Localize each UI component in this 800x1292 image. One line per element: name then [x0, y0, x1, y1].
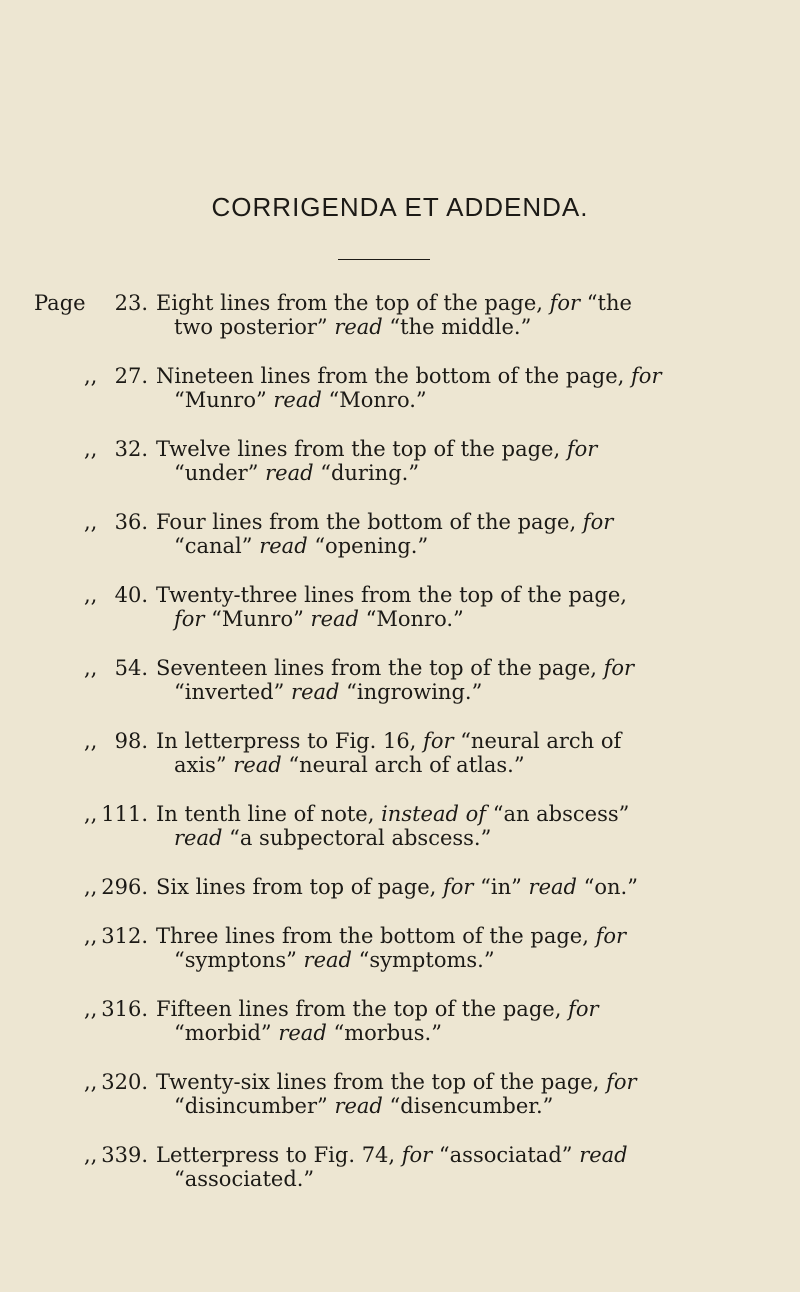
page-number: 32.: [114, 437, 148, 461]
ditto-mark: ,,: [84, 729, 98, 753]
title-rule: [338, 259, 430, 260]
entry-text: Eight lines from the top of the page, for “the two posterior” read “the middle.”: [156, 291, 632, 339]
entry-text: Letterpress to Fig. 74, for “associatad” read “associated.”: [156, 1143, 628, 1191]
page-number: 339.: [101, 1143, 148, 1167]
entry-text: Twelve lines from the top of the page, for “under” read “during.”: [156, 437, 598, 485]
entry-text: Six lines from top of page, for “in” read “on.”: [156, 875, 638, 899]
page-number: 312.: [101, 924, 148, 948]
page-number: 316.: [101, 997, 148, 1021]
list-item: [0, 291, 800, 364]
entry-text: Seventeen lines from the top of the page, for “inverted” read “ingrowing.”: [156, 656, 635, 704]
list-item: [0, 1143, 800, 1216]
entry-text: In letterpress to Fig. 16, for “neural arch of axis” read “neural arch of atlas.”: [156, 729, 622, 777]
ditto-mark: ,,: [84, 656, 98, 680]
list-item: [0, 510, 800, 583]
page-number: 27.: [114, 364, 148, 388]
ditto-mark: ,,: [84, 875, 98, 899]
list-item: [0, 1070, 800, 1143]
ditto-mark: ,,: [84, 583, 98, 607]
list-item: [0, 875, 800, 924]
list-item: [0, 924, 800, 997]
page-number: 98.: [114, 729, 148, 753]
list-item: [0, 364, 800, 437]
entry-text: Nineteen lines from the bottom of the page, for “Munro” read “Monro.”: [156, 364, 662, 412]
ditto-mark: ,,: [84, 364, 98, 388]
entry-text: Fifteen lines from the top of the page, for “morbid” read “morbus.”: [156, 997, 599, 1045]
page-number: 111.: [101, 802, 148, 826]
page-number: 40.: [114, 583, 148, 607]
list-item: [0, 802, 800, 875]
list-item: [0, 997, 800, 1070]
list-item: [0, 729, 800, 802]
page-number: 296.: [101, 875, 148, 899]
page-label: Page: [34, 291, 86, 315]
page-number: 320.: [101, 1070, 148, 1094]
ditto-mark: ,,: [84, 802, 98, 826]
entry-text: Twenty-six lines from the top of the page, for “disincumber” read “disencumber.”: [156, 1070, 637, 1118]
ditto-mark: ,,: [84, 437, 98, 461]
ditto-mark: ,,: [84, 1143, 98, 1167]
page-title: CORRIGENDA ET ADDENDA.: [211, 192, 589, 222]
list-item: [0, 583, 800, 656]
entry-text: Three lines from the bottom of the page, for “symptons” read “symptoms.”: [156, 924, 627, 972]
entry-text: Four lines from the bottom of the page, for “canal” read “opening.”: [156, 510, 614, 558]
page-number: 23.: [114, 291, 148, 315]
ditto-mark: ,,: [84, 924, 98, 948]
ditto-mark: ,,: [84, 997, 98, 1021]
list-item: [0, 437, 800, 510]
corrigenda-list: [0, 291, 800, 1216]
page-number: 36.: [114, 510, 148, 534]
ditto-mark: ,,: [84, 510, 98, 534]
list-item: [0, 656, 800, 729]
ditto-mark: ,,: [84, 1070, 98, 1094]
page-number: 54.: [114, 656, 148, 680]
entry-text: In tenth line of note, instead of “an abscess” read “a subpectoral abscess.”: [156, 802, 630, 850]
entry-text: Twenty-three lines from the top of the page, for “Munro” read “Monro.”: [156, 583, 627, 631]
